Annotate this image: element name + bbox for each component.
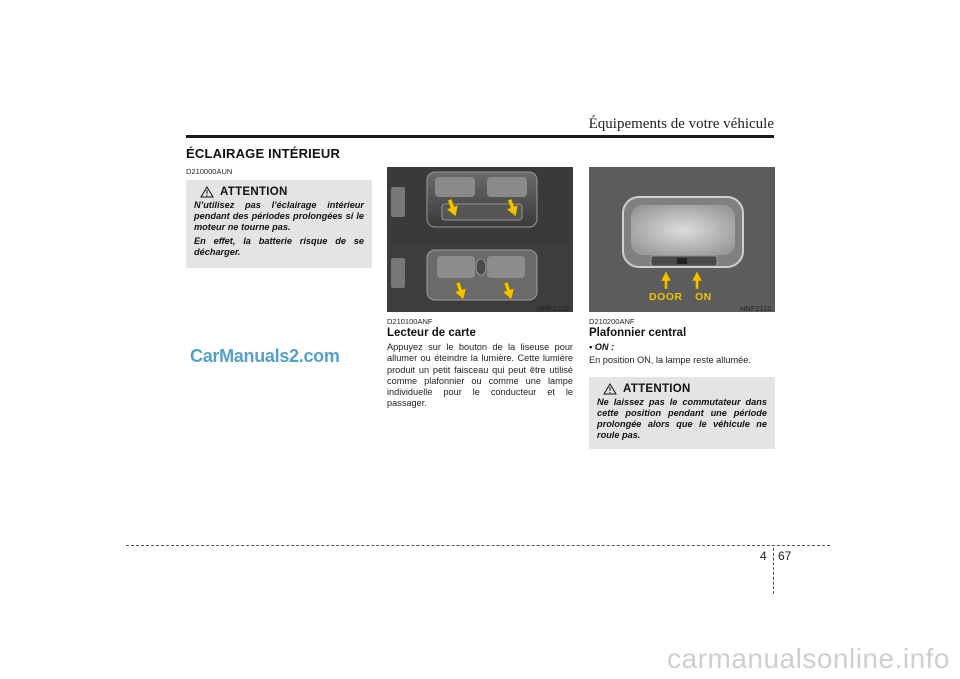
dome-on-label: ON bbox=[695, 291, 712, 303]
footer-rule bbox=[126, 545, 830, 546]
site-watermark: carmanualsonline.info bbox=[667, 643, 950, 674]
warning-box-1 bbox=[186, 180, 372, 268]
page-divider bbox=[773, 548, 775, 594]
header-rule bbox=[186, 135, 774, 138]
figure-label-1: HNF2109 bbox=[537, 304, 570, 313]
warning-triangle-icon bbox=[200, 186, 214, 198]
map-lamp-title: Lecteur de carte bbox=[387, 327, 476, 339]
map-lamp-illustration-bottom bbox=[387, 242, 573, 312]
warning-paragraph-2: En effet, la batterie risque de se décharger. bbox=[194, 236, 364, 257]
map-lamp-photo-top bbox=[387, 167, 573, 242]
map-lamp-photo-bottom bbox=[387, 242, 573, 312]
map-lamp-code: D210100ANF bbox=[387, 317, 433, 326]
page-number: 67 bbox=[778, 549, 792, 563]
dome-lamp-photo bbox=[589, 167, 775, 312]
warning-text-2: Ne laissez pas le commutateur dans cette position pendant une période prolongée alors que le véhicule ne roule pas. bbox=[597, 397, 767, 440]
dome-lamp-bullet: • ON : bbox=[589, 342, 615, 352]
dome-door-label: DOOR bbox=[649, 291, 683, 303]
warning-triangle-icon bbox=[603, 383, 617, 395]
watermark: CarManuals2.com bbox=[190, 346, 340, 366]
figure-label-2: HNF2110 bbox=[740, 304, 772, 313]
warning-header-2 bbox=[603, 383, 767, 395]
warning-heading-1: ATTENTION bbox=[220, 186, 288, 198]
warning-heading-2: ATTENTION bbox=[623, 383, 691, 395]
warning-text-1 bbox=[194, 200, 364, 258]
dome-lamp-body: En position ON, la lampe reste allumée. bbox=[589, 355, 751, 365]
warning-box-2 bbox=[589, 377, 775, 449]
warning-paragraph-1: N’utilisez pas l’éclairage intérieur pendant des périodes prolongées si le moteur ne tourne pas. bbox=[194, 200, 364, 232]
header-title: Équipements de votre véhicule bbox=[588, 116, 774, 132]
section-code: D210000AUN bbox=[186, 167, 233, 176]
warning-header-1 bbox=[200, 186, 364, 198]
map-lamp-illustration-top bbox=[387, 167, 573, 242]
section-title: ÉCLAIRAGE INTÉRIEUR bbox=[186, 146, 341, 161]
dome-lamp-code: D210200ANF bbox=[589, 317, 635, 326]
chapter-number: 4 bbox=[760, 549, 767, 563]
dome-lamp-title: Plafonnier central bbox=[589, 327, 687, 339]
map-lamp-body: Appuyez sur le bouton de la liseuse pour allumer ou éteindre la lumière. Cette lumière produit un petit faisceau qui peut être utilisé comme plafonnier ou comme une lampe individuelle pour le conducteur et le passager. bbox=[387, 342, 573, 409]
